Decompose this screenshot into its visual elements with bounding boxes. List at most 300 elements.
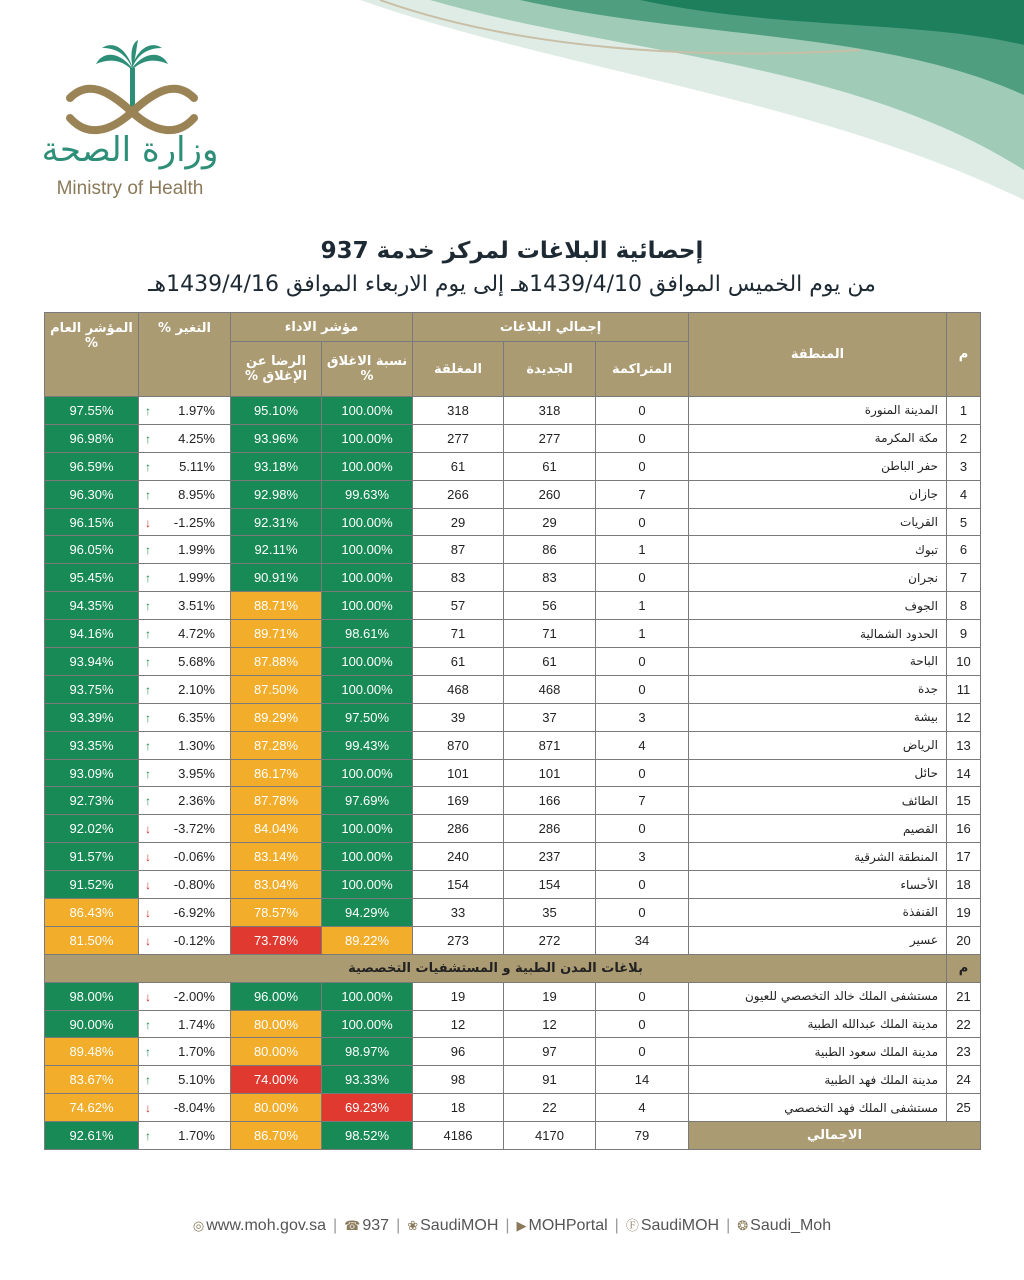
closed-cell: 19 xyxy=(413,982,504,1010)
table-row xyxy=(45,1066,981,1094)
table-row xyxy=(45,424,981,452)
table-row xyxy=(45,648,981,676)
change-cell xyxy=(139,508,231,536)
row-number: 4 xyxy=(947,480,981,508)
closure-rate-cell: 100.00% xyxy=(322,424,413,452)
overall-cell: 96.59% xyxy=(45,452,139,480)
row-number: 2 xyxy=(947,424,981,452)
change-value: 1.30% xyxy=(178,737,215,753)
new-cell: 101 xyxy=(504,759,596,787)
table-row xyxy=(45,899,981,927)
closure-rate-cell: 100.00% xyxy=(322,397,413,425)
col-header-accumulated: المتراكمة xyxy=(596,342,689,397)
new-cell: 4170 xyxy=(504,1122,596,1150)
new-cell: 260 xyxy=(504,480,596,508)
row-number: 1 xyxy=(947,397,981,425)
change-value: 5.68% xyxy=(178,653,215,669)
region-name: تبوك xyxy=(689,536,947,564)
arrow-down-icon: ↓ xyxy=(145,822,151,837)
new-cell: 166 xyxy=(504,787,596,815)
closure-rate-cell: 99.63% xyxy=(322,480,413,508)
satisfaction-cell: 86.70% xyxy=(231,1122,322,1150)
closed-cell: 33 xyxy=(413,899,504,927)
change-cell xyxy=(139,759,231,787)
overall-cell: 97.55% xyxy=(45,397,139,425)
arrow-down-icon: ↓ xyxy=(145,850,151,865)
satisfaction-cell: 87.78% xyxy=(231,787,322,815)
closure-rate-cell: 97.69% xyxy=(322,787,413,815)
accumulated-cell: 1 xyxy=(596,620,689,648)
twitter-icon: ❀ xyxy=(407,1218,419,1233)
table-row xyxy=(45,536,981,564)
region-name: الرياض xyxy=(689,731,947,759)
change-cell xyxy=(139,424,231,452)
closed-cell: 273 xyxy=(413,926,504,954)
brand-name-english: Ministry of Health xyxy=(56,178,204,199)
accumulated-cell: 0 xyxy=(596,564,689,592)
change-value: 6.35% xyxy=(178,709,215,725)
new-cell: 871 xyxy=(504,731,596,759)
closed-cell: 169 xyxy=(413,787,504,815)
row-number: 10 xyxy=(947,648,981,676)
accumulated-cell: 1 xyxy=(596,536,689,564)
accumulated-cell: 0 xyxy=(596,397,689,425)
table-row xyxy=(45,787,981,815)
row-number: 17 xyxy=(947,843,981,871)
change-value: 3.95% xyxy=(178,765,215,781)
col-header-number: م xyxy=(947,313,981,397)
arrow-up-icon: ↑ xyxy=(145,1073,151,1088)
closed-cell: 87 xyxy=(413,536,504,564)
overall-cell: 96.15% xyxy=(45,508,139,536)
new-cell: 286 xyxy=(504,815,596,843)
table-row xyxy=(45,926,981,954)
overall-cell: 94.16% xyxy=(45,620,139,648)
arrow-up-icon: ↑ xyxy=(145,710,151,725)
arrow-up-icon: ↑ xyxy=(145,543,151,558)
footer-link-text: SaudiMOH xyxy=(640,1217,720,1234)
closed-cell: 71 xyxy=(413,620,504,648)
arrow-down-icon: ↓ xyxy=(145,989,151,1004)
accumulated-cell: 79 xyxy=(596,1122,689,1150)
change-value: 4.72% xyxy=(178,626,215,642)
change-value: 2.36% xyxy=(178,793,215,809)
accumulated-cell: 0 xyxy=(596,899,689,927)
satisfaction-cell: 87.28% xyxy=(231,731,322,759)
new-cell: 154 xyxy=(504,871,596,899)
section-title: بلاغات المدن الطبية و المستشفيات التخصصية xyxy=(45,954,947,982)
footer-link-text: www.moh.gov.sa xyxy=(206,1217,326,1234)
table-row xyxy=(45,620,981,648)
closure-rate-cell: 98.61% xyxy=(322,620,413,648)
table-row xyxy=(45,731,981,759)
new-cell: 56 xyxy=(504,592,596,620)
accumulated-cell: 0 xyxy=(596,1038,689,1066)
closure-rate-cell: 100.00% xyxy=(322,759,413,787)
youtube-icon: ▶ xyxy=(516,1218,527,1233)
closed-cell: 266 xyxy=(413,480,504,508)
closed-cell: 154 xyxy=(413,871,504,899)
row-number: 19 xyxy=(947,899,981,927)
satisfaction-cell: 92.11% xyxy=(231,536,322,564)
closed-cell: 83 xyxy=(413,564,504,592)
change-cell xyxy=(139,1122,231,1150)
closure-rate-cell: 100.00% xyxy=(322,536,413,564)
region-name: مدينة الملك فهد الطبية xyxy=(689,1066,947,1094)
arrow-up-icon: ↑ xyxy=(145,682,151,697)
change-value: 4.25% xyxy=(178,430,215,446)
table-row xyxy=(45,397,981,425)
overall-cell: 94.35% xyxy=(45,592,139,620)
region-name: حفر الباطن xyxy=(689,452,947,480)
satisfaction-cell: 78.57% xyxy=(231,899,322,927)
overall-cell: 91.52% xyxy=(45,871,139,899)
change-value: 1.99% xyxy=(178,542,215,558)
row-number: 14 xyxy=(947,759,981,787)
satisfaction-cell: 95.10% xyxy=(231,397,322,425)
change-value: 1.70% xyxy=(178,1128,215,1144)
satisfaction-cell: 92.98% xyxy=(231,480,322,508)
overall-cell: 98.00% xyxy=(45,982,139,1010)
new-cell: 61 xyxy=(504,452,596,480)
region-name: الحدود الشمالية xyxy=(689,620,947,648)
region-name: عسير xyxy=(689,926,947,954)
overall-cell: 93.39% xyxy=(45,703,139,731)
arrow-up-icon: ↑ xyxy=(145,1129,151,1144)
change-cell xyxy=(139,1066,231,1094)
arrow-up-icon: ↑ xyxy=(145,459,151,474)
closure-rate-cell: 98.97% xyxy=(322,1038,413,1066)
row-number: 5 xyxy=(947,508,981,536)
overall-cell: 96.30% xyxy=(45,480,139,508)
globe-icon: ◎ xyxy=(192,1218,205,1233)
change-value: 1.74% xyxy=(178,1016,215,1032)
change-cell xyxy=(139,787,231,815)
region-name: مستشفى الملك خالد التخصصي للعيون xyxy=(689,982,947,1010)
region-name: الأحساء xyxy=(689,871,947,899)
change-cell xyxy=(139,731,231,759)
change-cell xyxy=(139,1038,231,1066)
table-row xyxy=(45,1038,981,1066)
change-value: -1.25% xyxy=(173,514,215,530)
change-value: 3.51% xyxy=(178,598,215,614)
reports-statistics-table xyxy=(44,312,981,1150)
row-number: 25 xyxy=(947,1094,981,1122)
change-value: -3.72% xyxy=(173,821,215,837)
new-cell: 71 xyxy=(504,620,596,648)
satisfaction-cell: 80.00% xyxy=(231,1038,322,1066)
closed-cell: 870 xyxy=(413,731,504,759)
overall-cell: 93.09% xyxy=(45,759,139,787)
overall-cell: 81.50% xyxy=(45,926,139,954)
new-cell: 318 xyxy=(504,397,596,425)
footer-link-text: Saudi_Moh xyxy=(750,1217,832,1234)
footer-separator: | xyxy=(333,1217,338,1234)
new-cell: 97 xyxy=(504,1038,596,1066)
footer-link[interactable] xyxy=(339,1217,394,1235)
accumulated-cell: 3 xyxy=(596,843,689,871)
new-cell: 22 xyxy=(504,1094,596,1122)
closed-cell: 286 xyxy=(413,815,504,843)
footer-separator: | xyxy=(396,1217,401,1234)
region-name: الباحة xyxy=(689,648,947,676)
row-number: 15 xyxy=(947,787,981,815)
satisfaction-cell: 87.88% xyxy=(231,648,322,676)
change-cell xyxy=(139,592,231,620)
closure-rate-cell: 89.22% xyxy=(322,926,413,954)
row-number: 20 xyxy=(947,926,981,954)
arrow-up-icon: ↑ xyxy=(145,738,151,753)
accumulated-cell: 14 xyxy=(596,1066,689,1094)
accumulated-cell: 0 xyxy=(596,815,689,843)
accumulated-cell: 3 xyxy=(596,703,689,731)
closure-rate-cell: 99.43% xyxy=(322,731,413,759)
satisfaction-cell: 88.71% xyxy=(231,592,322,620)
closure-rate-cell: 100.00% xyxy=(322,843,413,871)
satisfaction-cell: 89.71% xyxy=(231,620,322,648)
arrow-up-icon: ↑ xyxy=(145,627,151,642)
col-header-closure-rate: نسبة الاغلاق % xyxy=(322,342,413,397)
table-row xyxy=(45,703,981,731)
closed-cell: 98 xyxy=(413,1066,504,1094)
change-cell xyxy=(139,815,231,843)
change-value: 1.99% xyxy=(178,570,215,586)
change-cell xyxy=(139,926,231,954)
change-cell xyxy=(139,982,231,1010)
table-row xyxy=(45,675,981,703)
overall-cell: 93.94% xyxy=(45,648,139,676)
satisfaction-cell: 80.00% xyxy=(231,1094,322,1122)
total-row xyxy=(45,1122,981,1150)
page-subtitle: من يوم الخميس الموافق 1439/4/10هـ إلى يوم الاربعاء الموافق 1439/4/16هـ xyxy=(148,272,876,297)
row-number: 12 xyxy=(947,703,981,731)
closure-rate-cell: 100.00% xyxy=(322,871,413,899)
arrow-down-icon: ↓ xyxy=(145,1101,151,1116)
closed-cell: 29 xyxy=(413,508,504,536)
closed-cell: 61 xyxy=(413,452,504,480)
table-row xyxy=(45,1010,981,1038)
change-cell xyxy=(139,871,231,899)
change-cell xyxy=(139,648,231,676)
accumulated-cell: 0 xyxy=(596,1010,689,1038)
closure-rate-cell: 94.29% xyxy=(322,899,413,927)
overall-cell: 96.05% xyxy=(45,536,139,564)
region-name: حائل xyxy=(689,759,947,787)
arrow-down-icon: ↓ xyxy=(145,905,151,920)
overall-cell: 89.48% xyxy=(45,1038,139,1066)
satisfaction-cell: 92.31% xyxy=(231,508,322,536)
change-cell xyxy=(139,397,231,425)
overall-cell: 95.45% xyxy=(45,564,139,592)
new-cell: 83 xyxy=(504,564,596,592)
footer-link[interactable] xyxy=(188,1217,331,1235)
region-name: مستشفى الملك فهد التخصصي xyxy=(689,1094,947,1122)
change-cell xyxy=(139,899,231,927)
footer-link[interactable] xyxy=(732,1217,836,1235)
closure-rate-cell: 100.00% xyxy=(322,675,413,703)
arrow-up-icon: ↑ xyxy=(145,487,151,502)
table-row xyxy=(45,564,981,592)
change-cell xyxy=(139,564,231,592)
change-cell xyxy=(139,620,231,648)
table-row xyxy=(45,982,981,1010)
change-value: 8.95% xyxy=(178,486,215,502)
region-name: جدة xyxy=(689,675,947,703)
row-number: 7 xyxy=(947,564,981,592)
table-row xyxy=(45,452,981,480)
row-number: 3 xyxy=(947,452,981,480)
footer-separator: | xyxy=(505,1217,510,1234)
accumulated-cell: 7 xyxy=(596,787,689,815)
arrow-up-icon: ↑ xyxy=(145,654,151,669)
arrow-up-icon: ↑ xyxy=(145,599,151,614)
brand-name-arabic: وزارة الصحة xyxy=(41,130,219,170)
col-header-new: الجديدة xyxy=(504,342,596,397)
arrow-up-icon: ↑ xyxy=(145,794,151,809)
table-row xyxy=(45,871,981,899)
change-cell xyxy=(139,1094,231,1122)
arrow-down-icon: ↓ xyxy=(145,933,151,948)
change-value: 2.10% xyxy=(178,681,215,697)
closed-cell: 4186 xyxy=(413,1122,504,1150)
closed-cell: 18 xyxy=(413,1094,504,1122)
region-name: الطائف xyxy=(689,787,947,815)
closure-rate-cell: 97.50% xyxy=(322,703,413,731)
change-value: 5.11% xyxy=(179,458,215,474)
new-cell: 37 xyxy=(504,703,596,731)
footer-link-text: 937 xyxy=(362,1217,390,1234)
footer-link[interactable] xyxy=(402,1217,503,1235)
closed-cell: 101 xyxy=(413,759,504,787)
new-cell: 12 xyxy=(504,1010,596,1038)
footer-separator: | xyxy=(614,1217,619,1234)
new-cell: 19 xyxy=(504,982,596,1010)
overall-cell: 86.43% xyxy=(45,899,139,927)
col-group-performance: مؤشر الاداء xyxy=(231,313,413,342)
closure-rate-cell: 69.23% xyxy=(322,1094,413,1122)
arrow-up-icon: ↑ xyxy=(145,431,151,446)
row-number: 6 xyxy=(947,536,981,564)
arrow-up-icon: ↑ xyxy=(145,766,151,781)
new-cell: 35 xyxy=(504,899,596,927)
accumulated-cell: 0 xyxy=(596,871,689,899)
footer-link-text: MOHPortal xyxy=(528,1217,608,1234)
closure-rate-cell: 100.00% xyxy=(322,982,413,1010)
footer-link-text: SaudiMOH xyxy=(420,1217,499,1234)
accumulated-cell: 0 xyxy=(596,675,689,703)
footer-separator: | xyxy=(726,1217,731,1234)
closed-cell: 240 xyxy=(413,843,504,871)
col-header-change: التغير % xyxy=(139,313,231,397)
facebook-icon: Ⓕ xyxy=(625,1218,639,1233)
arrow-down-icon: ↓ xyxy=(145,515,151,530)
region-name: جازان xyxy=(689,480,947,508)
closure-rate-cell: 100.00% xyxy=(322,1010,413,1038)
accumulated-cell: 0 xyxy=(596,648,689,676)
table-row xyxy=(45,1094,981,1122)
region-name: الجوف xyxy=(689,592,947,620)
overall-cell: 96.98% xyxy=(45,424,139,452)
arrow-up-icon: ↑ xyxy=(145,403,151,418)
change-cell xyxy=(139,843,231,871)
closed-cell: 61 xyxy=(413,648,504,676)
region-name: القريات xyxy=(689,508,947,536)
accumulated-cell: 4 xyxy=(596,1094,689,1122)
footer-contacts xyxy=(0,1215,1024,1235)
accumulated-cell: 0 xyxy=(596,452,689,480)
region-name: مدينة الملك سعود الطبية xyxy=(689,1038,947,1066)
overall-cell: 91.57% xyxy=(45,843,139,871)
phone-icon: ☎ xyxy=(344,1218,361,1233)
satisfaction-cell: 83.04% xyxy=(231,871,322,899)
closed-cell: 12 xyxy=(413,1010,504,1038)
accumulated-cell: 7 xyxy=(596,480,689,508)
closed-cell: 96 xyxy=(413,1038,504,1066)
table-row xyxy=(45,592,981,620)
change-value: 1.70% xyxy=(178,1044,215,1060)
change-cell xyxy=(139,703,231,731)
col-header-closed: المغلقة xyxy=(413,342,504,397)
change-value: -0.06% xyxy=(173,849,215,865)
change-value: -2.00% xyxy=(173,988,215,1004)
closure-rate-cell: 100.00% xyxy=(322,648,413,676)
overall-cell: 93.75% xyxy=(45,675,139,703)
new-cell: 237 xyxy=(504,843,596,871)
accumulated-cell: 0 xyxy=(596,759,689,787)
new-cell: 61 xyxy=(504,648,596,676)
accumulated-cell: 4 xyxy=(596,731,689,759)
row-number: 22 xyxy=(947,1010,981,1038)
table-row xyxy=(45,508,981,536)
satisfaction-cell: 90.91% xyxy=(231,564,322,592)
page-title: إحصائية البلاغات لمركز خدمة 937 xyxy=(320,238,704,264)
col-header-region: المنطقة xyxy=(689,313,947,397)
overall-cell: 93.35% xyxy=(45,731,139,759)
row-number: 16 xyxy=(947,815,981,843)
overall-cell: 92.73% xyxy=(45,787,139,815)
satisfaction-cell: 73.78% xyxy=(231,926,322,954)
change-cell xyxy=(139,480,231,508)
overall-cell: 74.62% xyxy=(45,1094,139,1122)
table-row xyxy=(45,815,981,843)
new-cell: 272 xyxy=(504,926,596,954)
closed-cell: 468 xyxy=(413,675,504,703)
accumulated-cell: 0 xyxy=(596,424,689,452)
accumulated-cell: 0 xyxy=(596,508,689,536)
new-cell: 29 xyxy=(504,508,596,536)
overall-cell: 90.00% xyxy=(45,1010,139,1038)
region-name: بيشة xyxy=(689,703,947,731)
row-number: 21 xyxy=(947,982,981,1010)
satisfaction-cell: 93.96% xyxy=(231,424,322,452)
overall-cell: 83.67% xyxy=(45,1066,139,1094)
region-name: القنفذة xyxy=(689,899,947,927)
region-name: القصيم xyxy=(689,815,947,843)
footer-link[interactable] xyxy=(512,1217,613,1235)
change-value: 1.97% xyxy=(178,402,215,418)
col-group-total-reports: إجمالي البلاغات xyxy=(413,313,689,342)
arrow-up-icon: ↑ xyxy=(145,571,151,586)
new-cell: 86 xyxy=(504,536,596,564)
footer-link[interactable] xyxy=(621,1215,724,1235)
satisfaction-cell: 74.00% xyxy=(231,1066,322,1094)
region-name: المدينة المنورة xyxy=(689,397,947,425)
row-number: 11 xyxy=(947,675,981,703)
change-cell xyxy=(139,536,231,564)
row-number: 18 xyxy=(947,871,981,899)
accumulated-cell: 34 xyxy=(596,926,689,954)
col-header-overall: المؤشر العام % xyxy=(45,313,139,397)
